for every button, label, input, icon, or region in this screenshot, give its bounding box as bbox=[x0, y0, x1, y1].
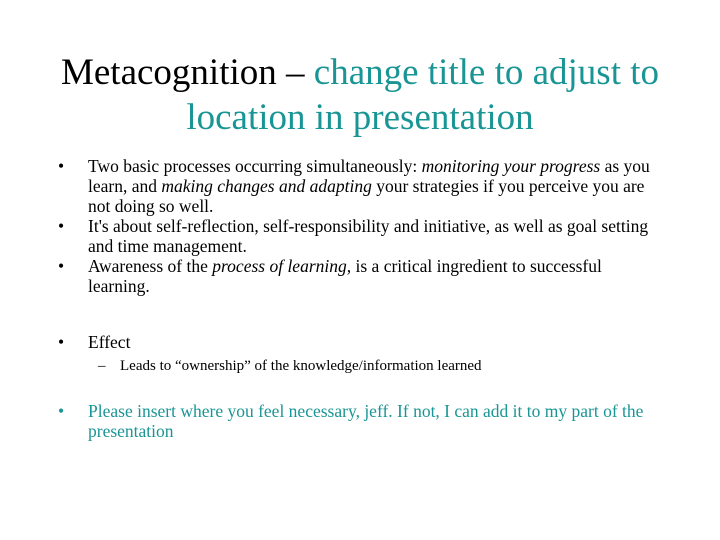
bullet-text: your strategies if you perceive you are not doing so well. bbox=[88, 176, 645, 216]
bullet-text: Awareness of the bbox=[88, 256, 213, 276]
bullet-emphasis: making changes and adapting bbox=[161, 176, 372, 196]
bullet-text: as you learn, and bbox=[88, 156, 650, 196]
bullet-emphasis: monitoring your progress bbox=[421, 156, 601, 176]
bullet-marker: • bbox=[58, 401, 65, 421]
bullet-text: Two basic processes occurring simultaneously: bbox=[88, 156, 422, 176]
sub-bullet-marker: – bbox=[98, 358, 106, 374]
bullet-marker: • bbox=[58, 156, 65, 176]
title-main: Metacognition – bbox=[60, 52, 305, 93]
bullet-emphasis: process of learning, bbox=[212, 256, 352, 276]
bullet-text: Effect bbox=[88, 332, 131, 352]
bullet-marker: • bbox=[58, 332, 65, 352]
sub-bullet-ownership bbox=[56, 357, 656, 375]
bullet-awareness bbox=[56, 256, 656, 296]
sub-bullet-text: Leads to “ownership” of the knowledge/information learned bbox=[120, 358, 482, 374]
bullet-note bbox=[56, 401, 656, 441]
bullet-effect bbox=[56, 332, 656, 352]
bullet-text: Please insert where you feel necessary, jeff. If not, I can add it to my part of the presentation bbox=[88, 401, 644, 441]
bullet-marker: • bbox=[58, 256, 65, 276]
bullet-list bbox=[56, 156, 656, 441]
slide-title bbox=[60, 50, 660, 140]
bullet-self-reflection bbox=[56, 216, 656, 256]
bullet-text: is a critical ingredient to successful learning. bbox=[88, 256, 602, 296]
title-note: change title to adjust to location in presentation bbox=[186, 52, 660, 138]
bullet-text: It's about self-reflection, self-responsibility and initiative, as well as goal setting and time management. bbox=[88, 216, 649, 256]
bullet-marker: • bbox=[58, 216, 65, 236]
bullet-processes bbox=[56, 156, 656, 216]
